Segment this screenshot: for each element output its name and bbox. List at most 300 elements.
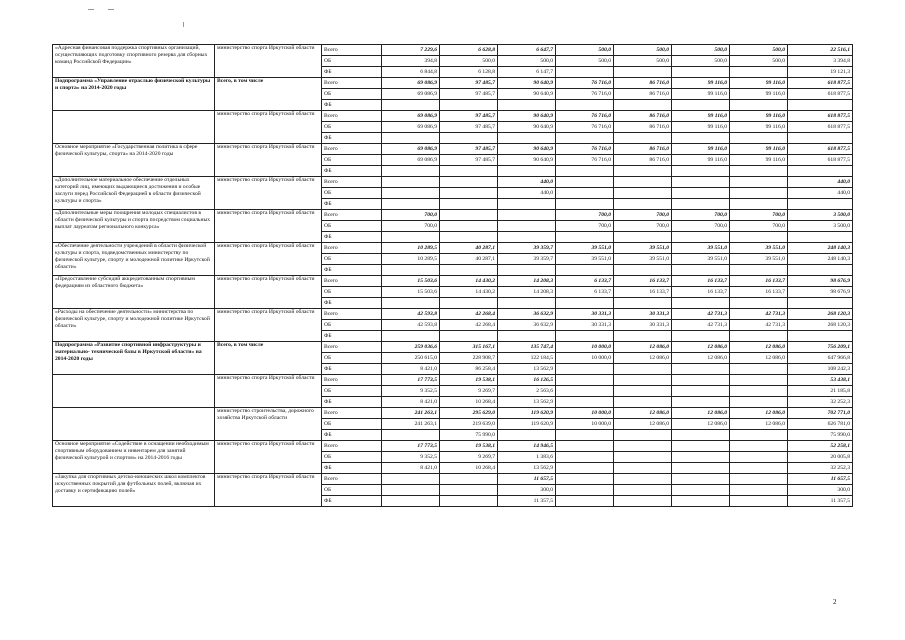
value-cell: 86 716,0: [614, 111, 672, 122]
page-number: 2: [833, 598, 837, 606]
value-cell: [556, 430, 614, 441]
value-cell: 500,0: [440, 56, 498, 67]
total-value-cell: 618 877,5: [788, 155, 853, 166]
value-cell: 99 116,0: [672, 122, 730, 133]
value-cell: [382, 100, 440, 111]
value-cell: [672, 166, 730, 177]
value-cell: [730, 463, 788, 474]
value-cell: [614, 430, 672, 441]
value-cell: 39 551,0: [556, 254, 614, 265]
value-cell: 69 086,9: [382, 89, 440, 100]
value-cell: [440, 298, 498, 309]
value-cell: [672, 485, 730, 496]
event-description: Основное мероприятие «Содействие в оснащении необходимым спортивным оборудованием и инвентарем для занятий физической культурой и спортом» на 2014-2016 годы: [53, 441, 215, 474]
table-row: [53, 144, 853, 155]
scan-mark: [88, 9, 94, 10]
responsible-executor: министерство спорта Иркутской области: [215, 441, 322, 474]
value-cell: [440, 199, 498, 210]
value-cell: 86 716,0: [614, 89, 672, 100]
funding-source: ОБ: [322, 254, 382, 265]
value-cell: [672, 386, 730, 397]
value-cell: 6 844,8: [382, 67, 440, 78]
value-cell: 10 000,0: [556, 408, 614, 419]
funding-source: ФБ: [322, 430, 382, 441]
value-cell: [672, 474, 730, 485]
value-cell: 500,0: [614, 45, 672, 56]
budget-table: [52, 44, 853, 507]
total-value-cell: 22 516,1: [788, 45, 853, 56]
value-cell: 700,0: [672, 221, 730, 232]
value-cell: 14 208,3: [498, 276, 556, 287]
value-cell: 12 086,0: [730, 342, 788, 353]
value-cell: [498, 298, 556, 309]
event-description: Подпрограмма «Управление отраслью физической культуры и спорта» на 2014-2020 годы: [53, 78, 215, 111]
total-value-cell: 11 357,5: [788, 496, 853, 507]
total-value-cell: 3 500,0: [788, 221, 853, 232]
value-cell: 6 128,8: [440, 67, 498, 78]
value-cell: 39 551,0: [614, 254, 672, 265]
value-cell: [556, 386, 614, 397]
total-value-cell: [788, 133, 853, 144]
value-cell: 10 000,0: [556, 353, 614, 364]
total-value-cell: 32 252,3: [788, 397, 853, 408]
value-cell: [498, 166, 556, 177]
total-value-cell: 11 657,5: [788, 474, 853, 485]
value-cell: 97 485,7: [440, 122, 498, 133]
value-cell: 8 421,0: [382, 463, 440, 474]
value-cell: 86 716,0: [614, 144, 672, 155]
value-cell: 10 289,5: [382, 254, 440, 265]
value-cell: [440, 177, 498, 188]
value-cell: 42 731,3: [672, 320, 730, 331]
value-cell: [556, 331, 614, 342]
value-cell: 99 116,0: [672, 111, 730, 122]
value-cell: 99 116,0: [730, 122, 788, 133]
funding-source: ФБ: [322, 496, 382, 507]
total-value-cell: 248 140,3: [788, 243, 853, 254]
value-cell: [614, 496, 672, 507]
total-value-cell: 702 771,0: [788, 408, 853, 419]
total-value-cell: 268 120,3: [788, 309, 853, 320]
value-cell: [498, 331, 556, 342]
value-cell: 69 086,9: [382, 78, 440, 89]
table-row: [53, 375, 853, 386]
value-cell: [556, 100, 614, 111]
event-description: «Закупка для спортивных детско-юношеских школ комплектов искусственных покрытий для футбольных полей, включая их доставку и сертификацию полей»: [53, 474, 215, 507]
value-cell: [614, 375, 672, 386]
funding-source: Всего: [322, 111, 382, 122]
value-cell: 12 086,0: [672, 342, 730, 353]
value-cell: [556, 166, 614, 177]
value-cell: 30 331,3: [556, 309, 614, 320]
funding-source: Всего: [322, 78, 382, 89]
table-row: [53, 243, 853, 254]
value-cell: [556, 177, 614, 188]
value-cell: 10 268,4: [440, 463, 498, 474]
event-description: [53, 375, 215, 408]
total-value-cell: 756 209,1: [788, 342, 853, 353]
value-cell: 69 086,9: [382, 155, 440, 166]
value-cell: 90 640,9: [498, 155, 556, 166]
responsible-executor: министерство спорта Иркутской области: [215, 474, 322, 507]
value-cell: [730, 485, 788, 496]
value-cell: 42 593,8: [382, 320, 440, 331]
value-cell: [556, 474, 614, 485]
value-cell: [382, 474, 440, 485]
event-description: «Дополнительные меры поощрения молодых специалистов в области физической культуры и спорта посредством социальных выплат лауреатам регионального конкурса»: [53, 210, 215, 243]
value-cell: [730, 166, 788, 177]
event-description: [53, 408, 215, 441]
funding-source: ФБ: [322, 133, 382, 144]
table-row: [53, 276, 853, 287]
value-cell: [672, 397, 730, 408]
funding-source: ФБ: [322, 199, 382, 210]
value-cell: 9 352,5: [382, 452, 440, 463]
value-cell: 500,0: [614, 56, 672, 67]
table-row: [53, 210, 853, 221]
value-cell: 295 629,0: [440, 408, 498, 419]
value-cell: 99 116,0: [730, 111, 788, 122]
value-cell: 700,0: [382, 210, 440, 221]
value-cell: [498, 232, 556, 243]
value-cell: [556, 441, 614, 452]
value-cell: 99 116,0: [672, 78, 730, 89]
value-cell: [382, 133, 440, 144]
value-cell: [614, 199, 672, 210]
total-value-cell: 53 438,1: [788, 375, 853, 386]
total-value-cell: 75 990,0: [788, 430, 853, 441]
value-cell: [556, 199, 614, 210]
total-value-cell: [788, 265, 853, 276]
funding-source: Всего: [322, 441, 382, 452]
funding-source: Всего: [322, 408, 382, 419]
value-cell: [614, 133, 672, 144]
value-cell: [672, 364, 730, 375]
value-cell: 30 331,3: [614, 309, 672, 320]
value-cell: 17 773,5: [382, 375, 440, 386]
value-cell: [382, 188, 440, 199]
value-cell: [556, 463, 614, 474]
funding-source: Всего: [322, 45, 382, 56]
value-cell: 17 773,5: [382, 441, 440, 452]
value-cell: [614, 188, 672, 199]
funding-source: Всего: [322, 474, 382, 485]
total-value-cell: 19 121,3: [788, 67, 853, 78]
funding-source: ФБ: [322, 463, 382, 474]
value-cell: [556, 496, 614, 507]
value-cell: [672, 441, 730, 452]
value-cell: 700,0: [672, 210, 730, 221]
funding-source: Всего: [322, 375, 382, 386]
value-cell: 40 287,1: [440, 254, 498, 265]
value-cell: 440,0: [498, 177, 556, 188]
value-cell: [614, 452, 672, 463]
value-cell: [672, 100, 730, 111]
value-cell: [730, 177, 788, 188]
value-cell: 69 086,9: [382, 122, 440, 133]
value-cell: 86 716,0: [614, 122, 672, 133]
responsible-executor: министерство спорта Иркутской области: [215, 45, 322, 78]
value-cell: 6 628,8: [440, 45, 498, 56]
value-cell: [556, 265, 614, 276]
value-cell: [440, 166, 498, 177]
value-cell: 39 359,7: [498, 254, 556, 265]
value-cell: 6 147,7: [498, 67, 556, 78]
value-cell: 99 116,0: [730, 144, 788, 155]
value-cell: 90 640,9: [498, 89, 556, 100]
value-cell: 16 133,7: [730, 276, 788, 287]
responsible-executor: министерство спорта Иркутской области: [215, 210, 322, 243]
value-cell: [556, 232, 614, 243]
total-value-cell: 3 394,8: [788, 56, 853, 67]
value-cell: 30 331,3: [556, 320, 614, 331]
value-cell: 14 430,2: [440, 287, 498, 298]
funding-source: Всего: [322, 210, 382, 221]
funding-source: ОБ: [322, 419, 382, 430]
value-cell: [672, 188, 730, 199]
funding-source: ОБ: [322, 386, 382, 397]
table-row: [53, 441, 853, 452]
funding-source: ОБ: [322, 320, 382, 331]
value-cell: [440, 188, 498, 199]
event-description: «Адресная финансовая поддержка спортивных организаций, осуществляющих подготовку спортивного резерва для сборных команд Российской Федерации»: [53, 45, 215, 78]
event-description: «Обеспечение деятельности учреждений в области физической культуры и спорта, подведомственных министерству по физической культуре, спорту и молодежной политике Иркутской области»: [53, 243, 215, 276]
value-cell: [672, 298, 730, 309]
funding-source: Всего: [322, 243, 382, 254]
value-cell: 97 485,7: [440, 155, 498, 166]
total-value-cell: 618 877,5: [788, 111, 853, 122]
table-row: [53, 78, 853, 89]
value-cell: [556, 397, 614, 408]
value-cell: 11 657,5: [498, 474, 556, 485]
table-row: [53, 111, 853, 122]
value-cell: [730, 474, 788, 485]
responsible-executor: Всего, в том числе: [215, 78, 322, 111]
value-cell: 14 430,2: [440, 276, 498, 287]
value-cell: 13 562,9: [498, 463, 556, 474]
value-cell: 259 036,6: [382, 342, 440, 353]
responsible-executor: министерство спорта Иркутской области: [215, 177, 322, 210]
scan-mark: [183, 22, 184, 27]
value-cell: 12 086,0: [730, 419, 788, 430]
value-cell: 14 946,5: [498, 441, 556, 452]
total-value-cell: 647 966,8: [788, 353, 853, 364]
funding-source: ОБ: [322, 485, 382, 496]
value-cell: 39 551,0: [672, 254, 730, 265]
responsible-executor: министерство спорта Иркутской области: [215, 309, 322, 342]
value-cell: 36 632,9: [498, 320, 556, 331]
value-cell: 700,0: [556, 210, 614, 221]
total-value-cell: [788, 100, 853, 111]
funding-source: ФБ: [322, 265, 382, 276]
total-value-cell: 618 877,5: [788, 122, 853, 133]
value-cell: [614, 100, 672, 111]
responsible-executor: министерство спорта Иркутской области: [215, 243, 322, 276]
value-cell: [614, 364, 672, 375]
value-cell: 15 503,6: [382, 276, 440, 287]
funding-source: Всего: [322, 276, 382, 287]
value-cell: [672, 375, 730, 386]
funding-source: ОБ: [322, 221, 382, 232]
value-cell: 15 503,6: [382, 287, 440, 298]
value-cell: 99 116,0: [672, 144, 730, 155]
value-cell: 700,0: [614, 221, 672, 232]
funding-source: ОБ: [322, 353, 382, 364]
table-row: [53, 474, 853, 485]
value-cell: 76 716,0: [556, 78, 614, 89]
value-cell: [730, 199, 788, 210]
value-cell: 69 086,9: [382, 144, 440, 155]
value-cell: [382, 177, 440, 188]
value-cell: [440, 265, 498, 276]
value-cell: [382, 232, 440, 243]
funding-source: Всего: [322, 309, 382, 320]
event-description: [53, 111, 215, 144]
value-cell: 700,0: [730, 221, 788, 232]
total-value-cell: [788, 199, 853, 210]
value-cell: 42 731,3: [730, 320, 788, 331]
value-cell: 250 615,0: [382, 353, 440, 364]
value-cell: 76 716,0: [556, 144, 614, 155]
value-cell: 6 647,7: [498, 45, 556, 56]
value-cell: [614, 474, 672, 485]
value-cell: [498, 133, 556, 144]
value-cell: 10 289,5: [382, 243, 440, 254]
value-cell: 86 716,0: [614, 155, 672, 166]
funding-source: ФБ: [322, 232, 382, 243]
funding-source: ФБ: [322, 397, 382, 408]
value-cell: 19 538,1: [440, 441, 498, 452]
value-cell: 700,0: [556, 221, 614, 232]
value-cell: 97 485,7: [440, 89, 498, 100]
value-cell: 16 133,7: [614, 287, 672, 298]
value-cell: [382, 199, 440, 210]
value-cell: [614, 331, 672, 342]
value-cell: 99 116,0: [730, 78, 788, 89]
value-cell: 76 716,0: [556, 89, 614, 100]
value-cell: 99 116,0: [730, 89, 788, 100]
value-cell: 6 133,7: [556, 287, 614, 298]
total-value-cell: [788, 331, 853, 342]
value-cell: [498, 100, 556, 111]
value-cell: 500,0: [730, 56, 788, 67]
value-cell: [730, 100, 788, 111]
table-row: [53, 342, 853, 353]
value-cell: 99 116,0: [672, 155, 730, 166]
value-cell: [730, 67, 788, 78]
value-cell: 86 258,4: [440, 364, 498, 375]
value-cell: [614, 298, 672, 309]
value-cell: 122 184,5: [498, 353, 556, 364]
value-cell: [440, 133, 498, 144]
total-value-cell: [788, 298, 853, 309]
value-cell: 39 551,0: [730, 254, 788, 265]
value-cell: [730, 441, 788, 452]
value-cell: [614, 67, 672, 78]
value-cell: 97 485,7: [440, 111, 498, 122]
value-cell: 16 126,5: [498, 375, 556, 386]
funding-source: ФБ: [322, 298, 382, 309]
funding-source: ФБ: [322, 166, 382, 177]
value-cell: [614, 177, 672, 188]
value-cell: [730, 375, 788, 386]
value-cell: [614, 386, 672, 397]
value-cell: [614, 166, 672, 177]
value-cell: 12 086,0: [730, 353, 788, 364]
value-cell: 76 716,0: [556, 111, 614, 122]
total-value-cell: 440,0: [788, 188, 853, 199]
total-value-cell: 618 877,5: [788, 144, 853, 155]
funding-source: ФБ: [322, 100, 382, 111]
value-cell: 12 086,0: [672, 419, 730, 430]
value-cell: 1 383,6: [498, 452, 556, 463]
value-cell: [730, 364, 788, 375]
funding-source: ФБ: [322, 67, 382, 78]
value-cell: 12 086,0: [672, 353, 730, 364]
value-cell: [730, 430, 788, 441]
value-cell: 16 133,7: [730, 287, 788, 298]
total-value-cell: 626 781,0: [788, 419, 853, 430]
value-cell: [672, 199, 730, 210]
value-cell: [672, 265, 730, 276]
value-cell: 97 485,7: [440, 144, 498, 155]
value-cell: 315 167,1: [440, 342, 498, 353]
value-cell: [614, 485, 672, 496]
value-cell: [556, 364, 614, 375]
value-cell: [556, 298, 614, 309]
value-cell: [382, 265, 440, 276]
value-cell: 12 086,0: [614, 419, 672, 430]
value-cell: 394,8: [382, 56, 440, 67]
event-description: Подпрограмма «Развитие спортивной инфраструктуры и материально- технической базы в Иркутской области» на 2014-2020 годы: [53, 342, 215, 375]
value-cell: 700,0: [382, 221, 440, 232]
responsible-executor: министерство спорта Иркутской области: [215, 111, 322, 144]
value-cell: [556, 452, 614, 463]
event-description: Основное мероприятие «Государственная политика в сфере физической культуры, спорта» на 2014-2020 годы: [53, 144, 215, 177]
value-cell: [614, 463, 672, 474]
funding-source: ОБ: [322, 56, 382, 67]
value-cell: [440, 232, 498, 243]
responsible-executor: министерство спорта Иркутской области: [215, 375, 322, 408]
value-cell: 241 263,1: [382, 419, 440, 430]
value-cell: [730, 496, 788, 507]
funding-source: ОБ: [322, 287, 382, 298]
value-cell: 6 133,7: [556, 276, 614, 287]
event-description: «Дополнительное материальное обеспечение отдельных категорий лиц, имеющих выдающиеся достижения и особые заслуги перед Российской Федерацией в области физической культуры и спорта»: [53, 177, 215, 210]
value-cell: 39 551,0: [556, 243, 614, 254]
total-value-cell: 248 140,3: [788, 254, 853, 265]
value-cell: 16 133,7: [614, 276, 672, 287]
value-cell: [672, 452, 730, 463]
event-description: «Предоставление субсидий аккредитованным спортивным федерациям из областного бюджета»: [53, 276, 215, 309]
value-cell: 42 268,4: [440, 309, 498, 320]
value-cell: 119 620,9: [498, 408, 556, 419]
funding-source: Всего: [322, 177, 382, 188]
value-cell: 10 000,0: [556, 419, 614, 430]
value-cell: 75 990,0: [440, 430, 498, 441]
value-cell: [730, 232, 788, 243]
value-cell: 300,0: [498, 485, 556, 496]
value-cell: [440, 496, 498, 507]
value-cell: 700,0: [730, 210, 788, 221]
value-cell: 500,0: [556, 56, 614, 67]
value-cell: 12 086,0: [614, 408, 672, 419]
responsible-executor: министерство спорта Иркутской области: [215, 144, 322, 177]
value-cell: [730, 331, 788, 342]
value-cell: 8 421,0: [382, 397, 440, 408]
value-cell: 8 421,0: [382, 364, 440, 375]
value-cell: [440, 474, 498, 485]
